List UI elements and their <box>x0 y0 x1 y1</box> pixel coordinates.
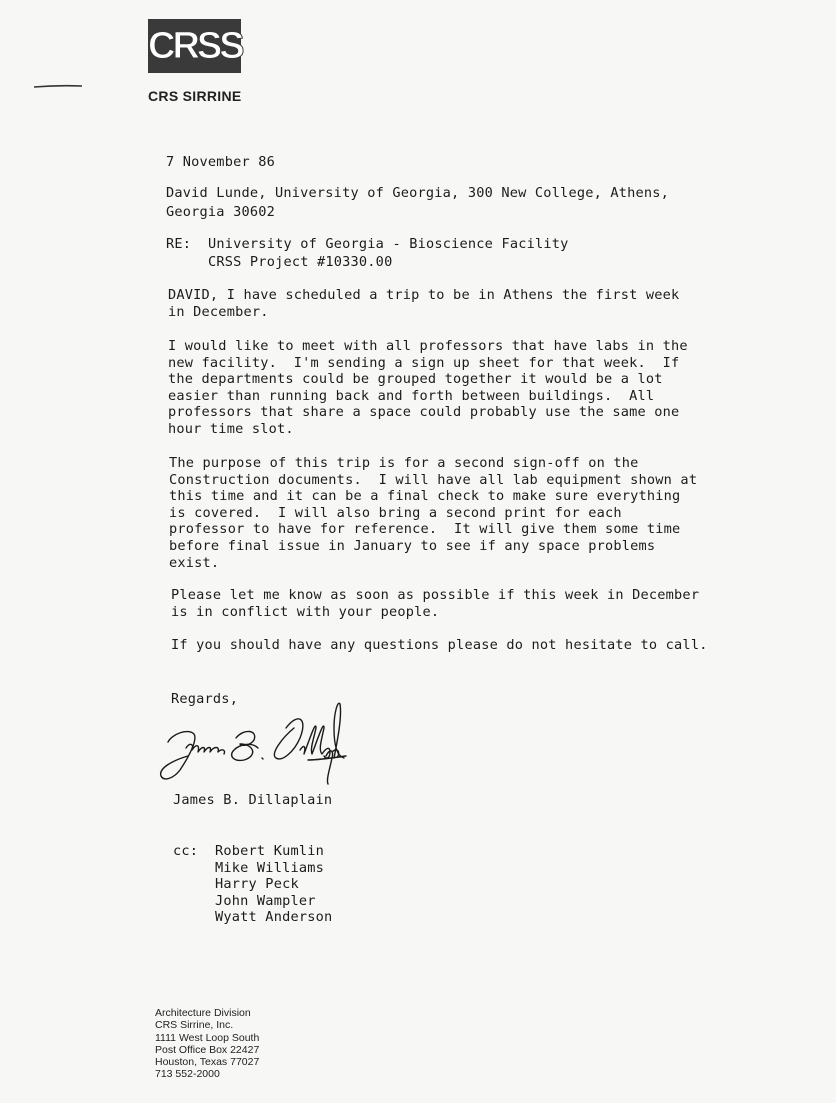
paragraph-5 <box>171 637 708 654</box>
paragraph-line: is in conflict with your people. <box>171 603 440 620</box>
paragraph-line: If you should have any questions please do not hesitate to call. <box>171 637 708 653</box>
company-name: CRS SIRRINE <box>148 88 242 104</box>
footer-line: 713 552-2000 <box>155 1068 220 1081</box>
cc-recipient: Harry Peck <box>215 876 299 893</box>
paragraph-line: DAVID, I have scheduled a trip to be in Athens the first week <box>168 287 680 303</box>
paragraph-line: is covered. I will also bring a second print for each <box>169 504 622 521</box>
paragraph-line: this time and it can be a final check to make sure everything <box>169 488 681 505</box>
footer-line: Houston, Texas 77027 <box>155 1056 260 1069</box>
footer-line: 1111 West Loop South <box>155 1031 260 1044</box>
paragraph-3 <box>169 455 697 571</box>
subject-line-1: University of Georgia - Bioscience Facility <box>208 236 569 252</box>
paragraph-2 <box>168 338 688 438</box>
handwritten-signature <box>158 698 348 790</box>
company-logo-text: CRSS <box>148 25 242 67</box>
recipient-address-line-2: Georgia 30602 <box>166 204 275 220</box>
footer-line: Post Office Box 22427 <box>155 1043 260 1056</box>
footer-address <box>155 1007 259 1081</box>
cc-recipient: Robert Kumlin <box>215 843 324 859</box>
paragraph-line: easier than running back and forth between buildings. All <box>168 387 655 404</box>
paragraph-line: Please let me know as soon as possible if this week in December <box>171 587 700 603</box>
cc-label: cc: <box>173 843 199 859</box>
paragraph-line: professor to have for reference. It will give them some time <box>169 521 681 538</box>
recipient-address-line-1: David Lunde, University of Georgia, 300 New College, Athens, <box>166 185 670 201</box>
cc-recipient: Mike Williams <box>215 859 324 876</box>
cc-recipient: Wyatt Anderson <box>215 909 333 926</box>
paragraph-line: professors that share a space could probably use the same one <box>168 404 680 421</box>
subject-line-2: CRSS Project #10330.00 <box>208 254 393 270</box>
letter-date: 7 November 86 <box>166 154 275 170</box>
paragraph-line: The purpose of this trip is for a second sign-off on the <box>169 455 639 471</box>
paragraph-1 <box>168 287 679 320</box>
cc-list <box>215 843 332 926</box>
paragraph-line: in December. <box>168 303 269 320</box>
cc-recipient: John Wampler <box>215 892 316 909</box>
footer-line: Architecture Division <box>155 1007 251 1019</box>
footer-line: CRS Sirrine, Inc. <box>155 1019 234 1032</box>
paragraph-line: Construction documents. I will have all lab equipment shown at <box>169 471 698 488</box>
paragraph-4 <box>171 587 699 620</box>
paragraph-line: new facility. I'm sending a sign up sheet for that week. If <box>168 354 680 371</box>
paragraph-line: I would like to meet with all professors that have labs in the <box>168 338 688 354</box>
paragraph-line: before final issue in January to see if any space problems <box>169 537 656 554</box>
subject-label: RE: <box>166 236 192 252</box>
margin-mark <box>30 80 86 92</box>
paragraph-line: the departments could be grouped together it would be a lot <box>168 371 663 388</box>
paragraph-line: exist. <box>169 554 220 571</box>
signer-name: James B. Dillaplain <box>173 792 333 808</box>
paragraph-line: hour time slot. <box>168 420 294 437</box>
closing: Regards, <box>171 691 239 707</box>
